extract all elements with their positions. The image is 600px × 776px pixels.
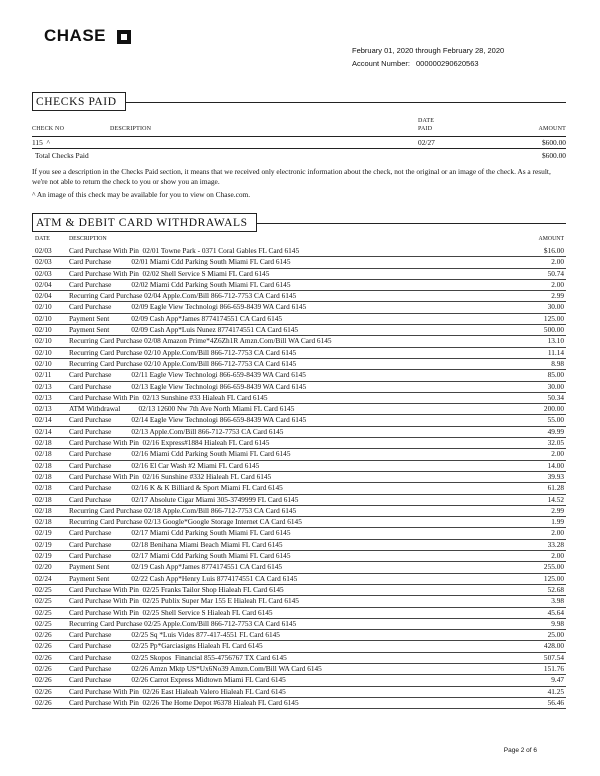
row-amount: 428.00 (543, 641, 564, 651)
table-row (32, 325, 566, 336)
row-date: 02/26 (35, 630, 52, 640)
row-description: Card Purchase With Pin 02/16 Express#1884 Hialeah FL Card 6145 (69, 438, 270, 448)
row-amount: 500.00 (543, 325, 564, 335)
table-row (32, 495, 566, 506)
row-amount: 2.00 (551, 449, 564, 459)
row-amount: 2.00 (551, 528, 564, 538)
table-row (32, 596, 566, 607)
row-amount: 2.99 (551, 505, 564, 515)
row-description: Recurring Card Purchase 02/13 Google*Google Storage Internet CA Card 6145 (69, 517, 302, 527)
table-row (32, 551, 566, 562)
row-description: Payment Sent 02/19 Cash App*James 8774174551 CA Card 6145 (69, 562, 283, 572)
row-date: 02/19 (35, 539, 52, 549)
table-row (32, 404, 566, 415)
row-amount: 2.99 (551, 291, 564, 301)
account-number-label: Account Number: (352, 59, 410, 68)
row-date: 02/03 (35, 268, 52, 278)
col-date-top: DATE (418, 118, 435, 124)
row-date: 02/26 (35, 663, 52, 673)
row-date: 02/18 (35, 483, 52, 493)
table-row (32, 675, 566, 686)
total-checks-amount: $600.00 (541, 151, 566, 160)
row-amount: 1.99 (551, 517, 564, 527)
table-row (32, 517, 566, 528)
table-row (32, 246, 566, 257)
withdrawals-table (32, 236, 566, 709)
row-description: Card Purchase 02/25 Pp*Garciasigns Hialeah FL Card 6145 (69, 641, 263, 651)
row-date: 02/18 (35, 449, 52, 459)
row-description: Payment Sent 02/09 Cash App*James 8774174551 CA Card 6145 (69, 313, 283, 323)
row-description: Payment Sent 02/22 Cash App*Henry Luis 8774174551 CA Card 6145 (69, 573, 298, 583)
table-row (32, 698, 566, 709)
row-amount: 14.52 (547, 494, 564, 504)
row-description: Card Purchase 02/26 Carrot Express Midtown Miami FL Card 6145 (69, 675, 286, 685)
row-date: 02/13 (35, 381, 52, 391)
table-row (32, 449, 566, 460)
row-date: 02/18 (35, 505, 52, 515)
row-date: 02/18 (35, 438, 52, 448)
row-amount: 39.93 (547, 471, 564, 481)
check-number-value: 115 (32, 138, 43, 147)
row-date: 02/03 (35, 257, 52, 267)
row-description: Card Purchase 02/16 K & K Billiard & Sport Miami FL Card 6145 (69, 483, 283, 493)
row-amount: 3.98 (551, 596, 564, 606)
col-amount: AMOUNT (538, 236, 564, 242)
row-description: Card Purchase 02/13 Apple.Com/Bill 866-712-7753 CA Card 6145 (69, 426, 284, 436)
row-description: Card Purchase 02/18 Benihana Miami Beach Miami FL Card 6145 (69, 539, 283, 549)
checks-row-rule (32, 148, 566, 149)
table-row (32, 336, 566, 347)
row-description: Card Purchase 02/26 Amzn Mktp US*Ux6No39 Amzn.Com/Bill WA Card 6145 (69, 663, 322, 673)
statement-period: February 01, 2020 through February 28, 2020 (352, 46, 505, 55)
row-description: Card Purchase With Pin 02/16 Sunshine #332 Hialeah FL Card 6145 (69, 471, 272, 481)
table-row (32, 653, 566, 664)
table-row (32, 608, 566, 619)
row-date: 02/19 (35, 528, 52, 538)
row-date: 02/04 (35, 279, 52, 289)
withdrawals-section-title: ATM & DEBIT CARD WITHDRAWALS (32, 213, 257, 232)
row-amount: 30.00 (547, 302, 564, 312)
row-description: Card Purchase 02/17 Miami Cdd Parking South Miami FL Card 6145 (69, 551, 291, 561)
row-amount: 45.64 (547, 607, 564, 617)
row-amount: 33.28 (547, 539, 564, 549)
row-date: 02/10 (35, 313, 52, 323)
table-row (32, 393, 566, 404)
row-description: Card Purchase 02/14 Eagle View Technologi 866-659-8439 WA Card 6145 (69, 415, 307, 425)
row-date: 02/25 (35, 618, 52, 628)
table-row (32, 438, 566, 449)
row-description: Card Purchase With Pin 02/25 Publix Super Mar 155 E Hialeah FL Card 6145 (69, 596, 299, 606)
row-date: 02/19 (35, 551, 52, 561)
row-amount: 9.47 (551, 675, 564, 685)
row-date: 02/25 (35, 596, 52, 606)
check-image-note: ^ An image of this check may be available for you to view on Chase.com. (32, 190, 251, 199)
table-row (32, 280, 566, 291)
table-row (32, 314, 566, 325)
row-date: 02/10 (35, 347, 52, 357)
row-description: Card Purchase 02/17 Miami Cdd Parking South Miami FL Card 6145 (69, 528, 291, 538)
table-row (32, 415, 566, 426)
table-row (32, 257, 566, 268)
row-amount: 50.34 (547, 392, 564, 402)
col-date-bottom: PAID (418, 126, 433, 132)
col-check-no: CHECK NO (32, 126, 65, 132)
row-date: 02/13 (35, 404, 52, 414)
table-row (32, 664, 566, 675)
row-description: Recurring Card Purchase 02/08 Amazon Prime*4Z6Zh1R Amzn.Com/Bill WA Card 6145 (69, 336, 332, 346)
table-row (32, 528, 566, 539)
row-description: Card Purchase With Pin 02/26 The Home Depot #6378 Hialeah FL Card 6145 (69, 697, 299, 707)
row-amount: 25.00 (547, 630, 564, 640)
row-amount: 49.99 (547, 426, 564, 436)
table-row (32, 562, 566, 573)
row-amount: 56.46 (547, 697, 564, 707)
row-date: 02/20 (35, 562, 52, 572)
row-description: Card Purchase With Pin 02/25 Shell Service S Hialeah FL Card 6145 (69, 607, 273, 617)
col-description: DESCRIPTION (69, 236, 107, 242)
table-row (32, 540, 566, 551)
row-amount: 50.74 (547, 268, 564, 278)
row-description: Card Purchase 02/25 Skopos Financial 855-4756767 TX Card 6145 (69, 652, 287, 662)
withdrawals-rows (32, 246, 566, 709)
table-row (32, 291, 566, 302)
col-amount: AMOUNT (538, 126, 566, 132)
table-row (32, 687, 566, 698)
row-description: Card Purchase 02/01 Miami Cdd Parking South Miami FL Card 6145 (69, 257, 291, 267)
row-description: Recurring Card Purchase 02/10 Apple.Com/Bill 866-712-7753 CA Card 6145 (69, 347, 297, 357)
row-amount: 255.00 (543, 562, 564, 572)
check-image-mark: ^ (46, 138, 50, 147)
row-description: Recurring Card Purchase 02/04 Apple.Com/Bill 866-712-7753 CA Card 6145 (69, 291, 297, 301)
table-row (32, 630, 566, 641)
row-amount: 14.00 (547, 460, 564, 470)
row-amount: $16.00 (543, 246, 564, 255)
row-description: Card Purchase With Pin 02/02 Shell Service S Miami FL Card 6145 (69, 268, 270, 278)
table-row (32, 348, 566, 359)
account-number-row (352, 57, 504, 70)
row-amount: 125.00 (543, 573, 564, 583)
row-date: 02/03 (35, 246, 52, 255)
row-date: 02/10 (35, 302, 52, 312)
row-description: Card Purchase 02/16 El Car Wash #2 Miami FL Card 6145 (69, 460, 260, 470)
check-number (32, 138, 50, 147)
row-amount: 8.98 (551, 358, 564, 368)
row-date: 02/18 (35, 494, 52, 504)
row-amount: 2.00 (551, 551, 564, 561)
row-description: Recurring Card Purchase 02/10 Apple.Com/Bill 866-712-7753 CA Card 6145 (69, 358, 297, 368)
table-row (32, 483, 566, 494)
row-amount: 55.00 (547, 415, 564, 425)
total-checks-label: Total Checks Paid (35, 151, 89, 160)
statement-header-info (352, 44, 504, 70)
row-description: Payment Sent 02/09 Cash App*Luis Nunez 8774174551 CA Card 6145 (69, 325, 299, 335)
row-description: Card Purchase 02/16 Miami Cdd Parking South Miami FL Card 6145 (69, 449, 291, 459)
row-date: 02/26 (35, 652, 52, 662)
row-date: 02/26 (35, 697, 52, 707)
row-amount: 2.00 (551, 257, 564, 267)
row-amount: 85.00 (547, 370, 564, 380)
row-amount: 507.54 (543, 652, 564, 662)
row-date: 02/10 (35, 358, 52, 368)
page-number: Page 2 of 6 (503, 747, 537, 754)
row-date: 02/11 (35, 370, 52, 380)
col-date: DATE (35, 236, 50, 242)
row-amount: 151.76 (543, 663, 564, 673)
table-row (32, 585, 566, 596)
table-row (32, 641, 566, 652)
chase-octagon-icon (117, 30, 131, 44)
row-amount: 52.68 (547, 584, 564, 594)
row-description: Card Purchase 02/25 Sq *Luis Vides 877-417-4551 FL Card 6145 (69, 630, 280, 640)
row-amount: 200.00 (543, 404, 564, 414)
row-amount: 2.00 (551, 279, 564, 289)
row-amount: 30.00 (547, 381, 564, 391)
row-date: 02/18 (35, 517, 52, 527)
row-date: 02/24 (35, 573, 52, 583)
row-amount: 32.05 (547, 438, 564, 448)
row-description: Recurring Card Purchase 02/25 Apple.Com/Bill 866-712-7753 CA Card 6145 (69, 618, 297, 628)
row-date: 02/10 (35, 336, 52, 346)
row-amount: 9.98 (551, 618, 564, 628)
row-date: 02/04 (35, 291, 52, 301)
row-date: 02/25 (35, 607, 52, 617)
row-description: Card Purchase 02/11 Eagle View Technologi 866-659-8439 WA Card 6145 (69, 370, 306, 380)
row-description: Card Purchase 02/13 Eagle View Technologi 866-659-8439 WA Card 6145 (69, 381, 307, 391)
row-description: Card Purchase With Pin 02/13 Sunshine #33 Hialeah FL Card 6145 (69, 392, 268, 402)
row-date: 02/14 (35, 415, 52, 425)
row-description: ATM Withdrawal 02/13 12600 Nw 7th Ave North Miami FL Card 6145 (69, 404, 295, 414)
row-amount: 61.28 (547, 483, 564, 493)
table-row (32, 619, 566, 630)
row-date: 02/26 (35, 641, 52, 651)
table-row (32, 269, 566, 280)
row-description: Card Purchase 02/17 Absolute Cigar Miami 305-3749999 FL Card 6145 (69, 494, 299, 504)
table-row (32, 574, 566, 585)
row-amount: 11.14 (547, 347, 564, 357)
check-date: 02/27 (418, 138, 435, 147)
row-description: Recurring Card Purchase 02/18 Apple.Com/Bill 866-712-7753 CA Card 6145 (69, 505, 297, 515)
table-row (32, 359, 566, 370)
withdrawals-header-row (32, 236, 566, 246)
row-amount: 13.10 (547, 336, 564, 346)
check-amount: $600.00 (541, 138, 566, 147)
table-row (32, 506, 566, 517)
row-date: 02/25 (35, 584, 52, 594)
checks-section-title: CHECKS PAID (32, 92, 126, 111)
row-date: 02/26 (35, 675, 52, 685)
row-amount: 125.00 (543, 313, 564, 323)
row-description: Card Purchase With Pin 02/25 Franks Tailor Shop Hialeah FL Card 6145 (69, 584, 284, 594)
row-description: Card Purchase With Pin 02/01 Towne Park - 0371 Coral Gables FL Card 6145 (69, 246, 300, 255)
account-number-value: 000000290620563 (416, 59, 479, 68)
table-row (32, 382, 566, 393)
checks-note: If you see a description in the Checks Paid section, it means that we received only electronic information about the check, not the original or an image of the check. As a result, we're not able to return the check to you or show you an image. (32, 167, 551, 186)
row-description: Card Purchase 02/02 Miami Cdd Parking South Miami FL Card 6145 (69, 279, 291, 289)
table-row (32, 472, 566, 483)
row-date: 02/14 (35, 426, 52, 436)
table-row (32, 302, 566, 313)
row-description: Card Purchase With Pin 02/26 East Hialeah Valero Hialeah FL Card 6145 (69, 686, 286, 696)
row-amount: 41.25 (547, 686, 564, 696)
row-date: 02/18 (35, 471, 52, 481)
row-date: 02/10 (35, 325, 52, 335)
col-description: DESCRIPTION (110, 126, 152, 132)
row-date: 02/13 (35, 392, 52, 402)
table-row (32, 370, 566, 381)
table-row (32, 461, 566, 472)
chase-logo-text: CHASE (44, 26, 107, 45)
row-description: Card Purchase 02/09 Eagle View Technologi 866-659-8439 WA Card 6145 (69, 302, 307, 312)
row-date: 02/26 (35, 686, 52, 696)
table-row (32, 427, 566, 438)
checks-header-rule (32, 136, 566, 137)
row-date: 02/18 (35, 460, 52, 470)
